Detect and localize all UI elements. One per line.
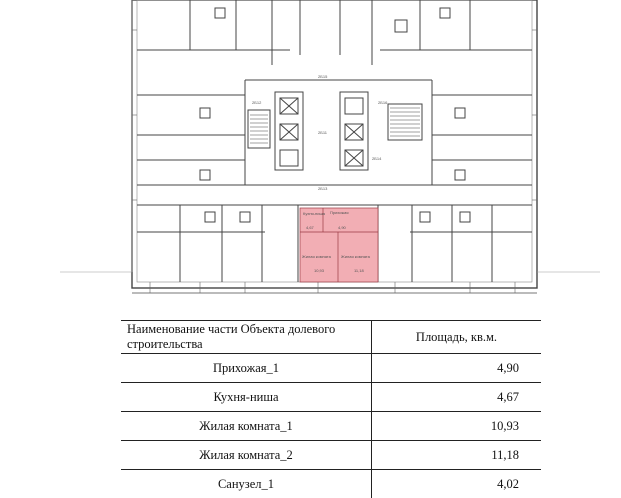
row-name: Прихожая_1 xyxy=(121,354,372,383)
area-table xyxy=(121,320,541,498)
row-area: 4,90 xyxy=(372,354,542,383)
living-2-label: Жилая комната xyxy=(341,254,371,259)
hall-label: Прихожая xyxy=(330,210,349,215)
living-1-label: Жилая комната xyxy=(302,254,332,259)
highlighted-apartment xyxy=(300,208,378,282)
table-row xyxy=(121,441,541,470)
row-name: Жилая комната_1 xyxy=(121,412,372,441)
living-2-value: 11,18 xyxy=(354,268,364,273)
header-name: Наименование части Объекта долевого строительства xyxy=(121,321,372,354)
corridor-code-2: 2Б14 xyxy=(372,156,382,161)
table-row xyxy=(121,470,541,498)
corridor-code-3: 2Б16 xyxy=(378,100,388,105)
row-name: Санузел_1 xyxy=(121,470,372,498)
row-name: Жилая комната_2 xyxy=(121,441,372,470)
kitchen-niche-label: Кухня-ниша xyxy=(303,211,326,216)
table-row xyxy=(121,354,541,383)
corridor-code-6: 2Б15 xyxy=(318,74,328,79)
row-area: 4,02 xyxy=(372,470,542,498)
table-header-row xyxy=(121,321,541,354)
table-row xyxy=(121,383,541,412)
row-area: 10,93 xyxy=(372,412,542,441)
kitchen-value: 4,67 xyxy=(306,225,315,230)
table-row xyxy=(121,412,541,441)
corridor-code-5: 2Б13 xyxy=(318,186,328,191)
corridor-code-4: 2Б11 xyxy=(318,130,328,135)
corridor-code-1: 2Б12 xyxy=(252,100,262,105)
header-area: Площадь, кв.м. xyxy=(372,321,542,354)
hall-value: 4,90 xyxy=(338,225,347,230)
row-name: Кухня-ниша xyxy=(121,383,372,412)
row-area: 11,18 xyxy=(372,441,542,470)
living-1-value: 10,93 xyxy=(314,268,325,273)
row-area: 4,67 xyxy=(372,383,542,412)
